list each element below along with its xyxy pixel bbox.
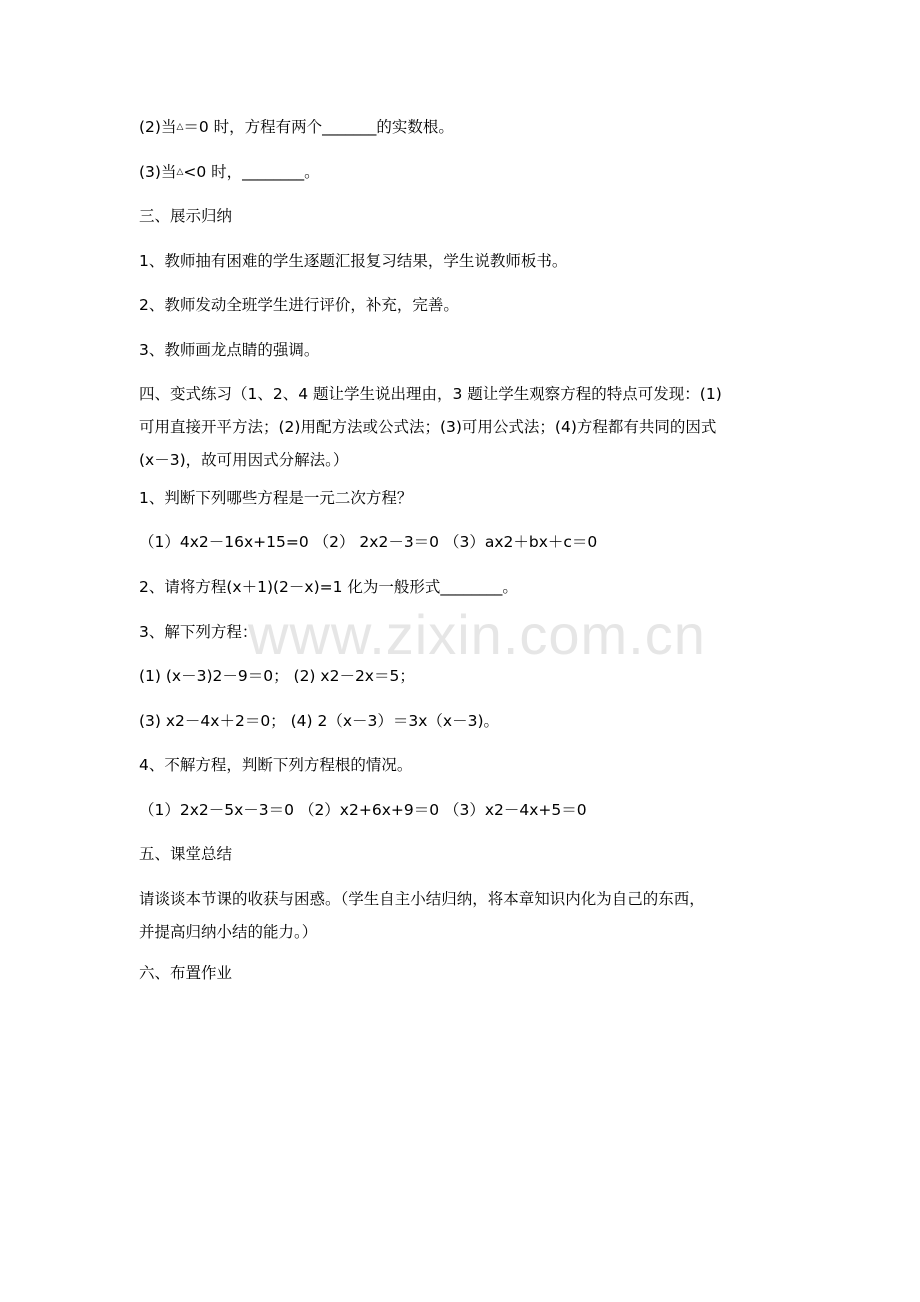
question-4-equations: （1）2x2－5x－3＝0 （2）x2+6x+9＝0 （3）x2－4x+5＝0 bbox=[139, 801, 587, 819]
condition-3-prefix: (3)当 bbox=[139, 163, 177, 181]
question-1: 1、判断下列哪些方程是一元二次方程？ bbox=[139, 489, 413, 507]
section-3-item-1: 1、教师抽有困难的学生逐题汇报复习结果，学生说教师板书。 bbox=[139, 252, 568, 270]
section-5-line-2: 并提高归纳小结的能力。） bbox=[139, 923, 318, 941]
condition-2-text: ＝0 时，方程有两个_______的实数根。 bbox=[183, 118, 454, 136]
delta-symbol: △ bbox=[176, 167, 184, 177]
condition-line-2 bbox=[139, 111, 454, 144]
question-4: 4、不解方程，判断下列方程根的情况。 bbox=[139, 756, 413, 774]
question-1-equations: （1）4x2－16x+15=0 （2） 2x2－3＝0 （3）ax2＋bx＋c＝0 bbox=[139, 533, 598, 551]
question-3-equations-b: (3) x2－4x＋2＝0； (4) 2（x－3）＝3x（x－3)。 bbox=[139, 712, 499, 730]
section-3-item-3: 3、教师画龙点睛的强调。 bbox=[139, 341, 320, 359]
section-4-line-3: (x－3)，故可用因式分解法。） bbox=[139, 451, 349, 469]
watermark: www.zixin.com.cn bbox=[248, 603, 706, 666]
section-4-line-2: 可用直接开平方法；(2)用配方法或公式法；(3)可用公式法；(4)方程都有共同的因式 bbox=[139, 418, 717, 436]
section-3-item-2: 2、教师发动全班学生进行评价，补充，完善。 bbox=[139, 296, 459, 314]
condition-3-text: <0 时，________。 bbox=[183, 163, 320, 181]
question-3-equations-a: (1) (x－3)2－9＝0； (2) x2－2x＝5； bbox=[139, 667, 415, 685]
section-4-line-1: 四、变式练习（1、2、4 题让学生说出理由，3 题让学生观察方程的特点可发现：(1) bbox=[139, 385, 722, 403]
delta-symbol: △ bbox=[176, 122, 184, 132]
question-3: 3、解下列方程： bbox=[139, 623, 258, 641]
section-5-line-1: 请谈谈本节课的收获与困惑。（学生自主小结归纳，将本章知识内化为自己的东西， bbox=[139, 890, 705, 908]
section-heading-3: 三、展示归纳 bbox=[139, 207, 233, 225]
condition-line-3 bbox=[139, 156, 320, 189]
section-heading-5: 五、课堂总结 bbox=[139, 845, 233, 863]
section-5-summary bbox=[139, 883, 771, 949]
question-2: 2、请将方程(x＋1)(2－x)=1 化为一般形式________。 bbox=[139, 578, 518, 596]
condition-2-prefix: (2)当 bbox=[139, 118, 177, 136]
section-heading-4 bbox=[139, 378, 771, 477]
section-heading-6: 六、布置作业 bbox=[139, 964, 233, 982]
